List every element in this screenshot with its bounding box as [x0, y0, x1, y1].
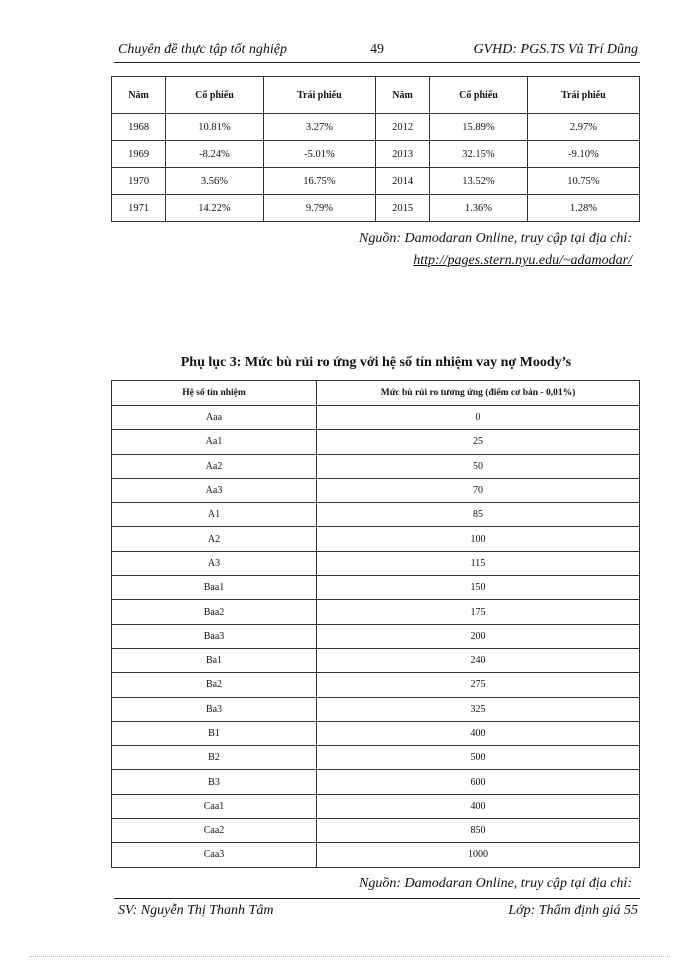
- table-cell: 400: [317, 794, 640, 818]
- table-cell: 2012: [375, 114, 429, 141]
- table-cell: Baa1: [112, 576, 317, 600]
- footer-student: SV: Nguyễn Thị Thanh Tâm: [118, 903, 274, 918]
- table-row: [112, 648, 640, 672]
- table-cell: 1000: [317, 843, 640, 867]
- col-header-rating: Hệ số tín nhiệm: [112, 381, 317, 406]
- moody-spread-table: [111, 380, 640, 868]
- table-cell: 10.81%: [166, 114, 264, 141]
- table-cell: Baa2: [112, 600, 317, 624]
- table-cell: B2: [112, 746, 317, 770]
- page-edge-divider: [30, 956, 670, 957]
- table-cell: Caa3: [112, 843, 317, 867]
- table-cell: 1968: [112, 114, 166, 141]
- table-row: [112, 430, 640, 454]
- page-header: [114, 40, 640, 63]
- returns-table: [111, 76, 640, 222]
- moody-table-header-row: [112, 381, 640, 406]
- table-cell: 2013: [375, 141, 429, 168]
- table-cell: A2: [112, 527, 317, 551]
- table-cell: 200: [317, 624, 640, 648]
- table-cell: 13.52%: [430, 168, 528, 195]
- header-title: Chuyên đề thực tập tốt nghiệp: [118, 42, 287, 57]
- table-cell: 70: [317, 478, 640, 502]
- table-cell: 325: [317, 697, 640, 721]
- table-row: [112, 454, 640, 478]
- appendix-title: Phụ lục 3: Mức bù rủi ro ứng với hệ số tín nhiệm vay nợ Moody’s: [180, 355, 572, 370]
- table-row: [112, 770, 640, 794]
- table-row: [112, 551, 640, 575]
- col-header-bonds: Trái phiếu: [527, 77, 639, 114]
- table-row: [112, 673, 640, 697]
- table-cell: Ba2: [112, 673, 317, 697]
- table-cell: 85: [317, 503, 640, 527]
- table-row: [112, 168, 640, 195]
- table-cell: Ba1: [112, 648, 317, 672]
- table-cell: -9.10%: [527, 141, 639, 168]
- table-row: [112, 576, 640, 600]
- table-cell: Aa3: [112, 478, 317, 502]
- table-cell: 3.27%: [263, 114, 375, 141]
- table-cell: 32.15%: [430, 141, 528, 168]
- table-row: [112, 503, 640, 527]
- table1-source: [300, 228, 632, 272]
- table-cell: Caa2: [112, 819, 317, 843]
- table-cell: 2.97%: [527, 114, 639, 141]
- table-cell: A1: [112, 503, 317, 527]
- col-header-bonds: Trái phiếu: [263, 77, 375, 114]
- page-number: 49: [370, 42, 384, 57]
- table-row: [112, 600, 640, 624]
- table-cell: 9.79%: [263, 195, 375, 222]
- table-cell: 1.36%: [430, 195, 528, 222]
- footer-class: Lớp: Thẩm định giá 55: [508, 903, 638, 918]
- table-row: [112, 794, 640, 818]
- table-cell: Aa1: [112, 430, 317, 454]
- table-row: [112, 406, 640, 430]
- table-row: [112, 478, 640, 502]
- page-footer: [114, 898, 640, 921]
- table-cell: 400: [317, 721, 640, 745]
- table-cell: 150: [317, 576, 640, 600]
- table-cell: 100: [317, 527, 640, 551]
- table-row: [112, 721, 640, 745]
- table-cell: Caa1: [112, 794, 317, 818]
- table-row: [112, 624, 640, 648]
- col-header-stocks: Cổ phiếu: [166, 77, 264, 114]
- col-header-year: Năm: [375, 77, 429, 114]
- table-cell: Ba3: [112, 697, 317, 721]
- table-cell: 500: [317, 746, 640, 770]
- table-cell: 1971: [112, 195, 166, 222]
- table-cell: 850: [317, 819, 640, 843]
- table-cell: Aa2: [112, 454, 317, 478]
- col-header-stocks: Cổ phiếu: [430, 77, 528, 114]
- table-cell: 2015: [375, 195, 429, 222]
- table-cell: 25: [317, 430, 640, 454]
- table-row: [112, 141, 640, 168]
- table-row: [112, 697, 640, 721]
- table-cell: 600: [317, 770, 640, 794]
- table-cell: A3: [112, 551, 317, 575]
- table-cell: Baa3: [112, 624, 317, 648]
- table-cell: 3.56%: [166, 168, 264, 195]
- col-header-year: Năm: [112, 77, 166, 114]
- table-cell: 115: [317, 551, 640, 575]
- table-cell: 1.28%: [527, 195, 639, 222]
- table-row: [112, 195, 640, 222]
- table-cell: 16.75%: [263, 168, 375, 195]
- table-cell: Aaa: [112, 406, 317, 430]
- table-cell: B1: [112, 721, 317, 745]
- header-supervisor: GVHD: PGS.TS Vũ Trí Dũng: [473, 42, 638, 57]
- source-label: Nguồn: Damodaran Online, truy cập tại địa chỉ:: [359, 231, 632, 246]
- table-row: [112, 843, 640, 867]
- table-cell: 240: [317, 648, 640, 672]
- table-row: [112, 527, 640, 551]
- table-cell: 10.75%: [527, 168, 639, 195]
- table-row: [112, 114, 640, 141]
- table-cell: 175: [317, 600, 640, 624]
- table-cell: 1969: [112, 141, 166, 168]
- table-cell: 2014: [375, 168, 429, 195]
- table-cell: 275: [317, 673, 640, 697]
- table-cell: 14.22%: [166, 195, 264, 222]
- table-cell: 50: [317, 454, 640, 478]
- col-header-spread: Mức bù rủi ro tương ứng (điểm cơ bản - 0,01%): [317, 381, 640, 406]
- appendix-source: Nguồn: Damodaran Online, truy cập tại địa chỉ:: [359, 876, 632, 891]
- source-link[interactable]: http://pages.stern.nyu.edu/~adamodar/: [413, 253, 632, 268]
- table-row: [112, 819, 640, 843]
- table-cell: -8.24%: [166, 141, 264, 168]
- table-cell: -5.01%: [263, 141, 375, 168]
- table-cell: B3: [112, 770, 317, 794]
- table-cell: 0: [317, 406, 640, 430]
- table-row: [112, 746, 640, 770]
- table-cell: 1970: [112, 168, 166, 195]
- returns-table-header-row: [112, 77, 640, 114]
- table-cell: 15.89%: [430, 114, 528, 141]
